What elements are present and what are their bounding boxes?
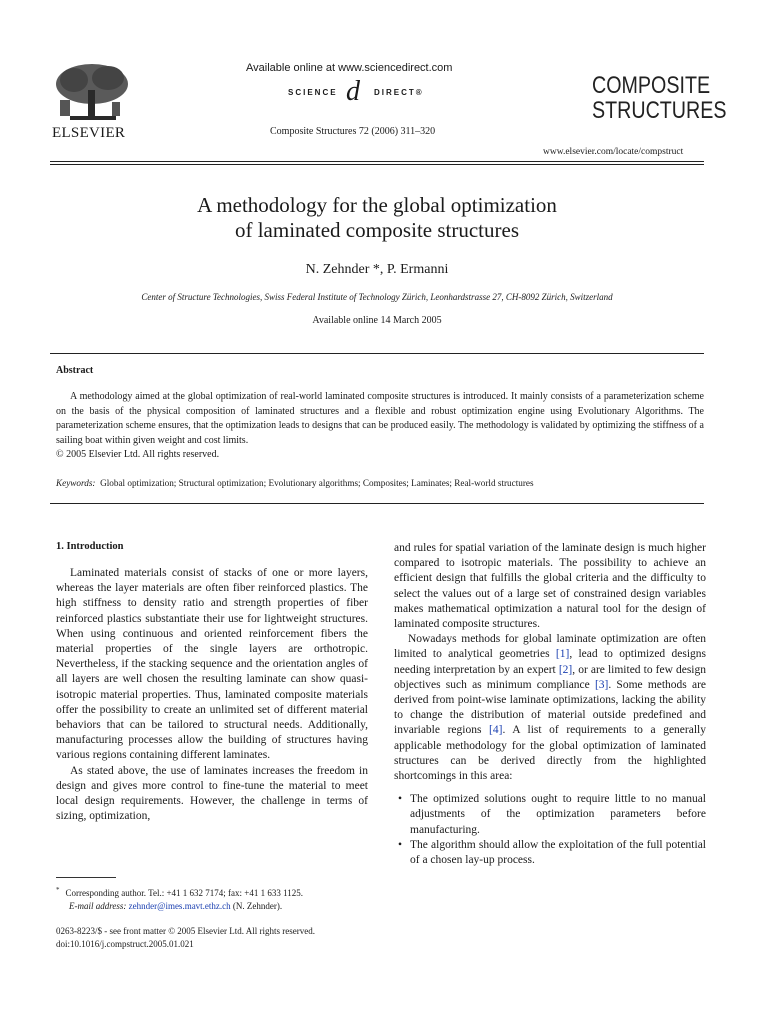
right-p2-text-c: , or are limited to few design objectives such as minimum compliance	[394, 663, 706, 691]
sciencedirect-logo[interactable]	[288, 78, 448, 108]
publisher-name: ELSEVIER	[52, 125, 126, 141]
header-rule-bottom	[50, 164, 704, 165]
keywords-list: Global optimization; Structural optimization; Evolutionary algorithms; Composites; Laminates; Real-world structures	[100, 478, 534, 488]
requirement-item-1: • The optimized solutions ought to require little to no manual adjustments of the optimization parameters before manufacturing.	[394, 792, 706, 838]
abstract-heading: Abstract	[56, 365, 94, 376]
sd-direct-text: DIRECT®	[374, 88, 424, 97]
available-date: Available online 14 March 2005	[312, 315, 442, 326]
intro-paragraph-2: As stated above, the use of laminates increases the freedom in design and gives more control to fine-tune the material to meet local design requirements. However, the challenge in terms of sizing, optimization,	[56, 764, 368, 823]
right-p2-text-d: . Some methods are derived from point-wise laminate optimizations, lacking the ability to change the distribution of material outside predefined and invariable regions	[394, 678, 707, 737]
footnote-rule	[56, 877, 116, 878]
journal-title	[592, 73, 726, 123]
section-heading: 1. Introduction	[56, 541, 124, 552]
journal-reference: Composite Structures 72 (2006) 311–320	[270, 126, 436, 137]
keywords-label: Keywords:	[56, 478, 96, 488]
requirement-item-2: • The algorithm should allow the exploitation of the full potential of a chosen lay-up process.	[394, 838, 706, 868]
footnote-line-1	[56, 884, 376, 900]
journal-title-line2: STRUCTURES	[592, 97, 727, 124]
front-matter	[56, 925, 315, 951]
paper-title-line1: A methodology for the global optimization	[197, 193, 557, 217]
right-p2-text-b: , lead to optimized designs needing interpretation by an expert	[394, 648, 706, 676]
requirements-list	[394, 792, 706, 868]
paper-title	[50, 193, 704, 243]
email-label: E-mail address:	[69, 901, 127, 911]
intro-paragraph-1: Laminated materials consist of stacks of one or more layers, whereas the layer materials are often fiber reinforced plastics. The high stiffness to density ratio and strength properties of fiber reinforced plastics substantiate their use for lightweight structures. When using continuous and oriented reinforcement fibers the material properties of the single layers are orthotropic. Nevertheless, if the stacking sequence and the orientation angles of all layers are well chosen the resulting laminate can show quasi-isotropic material properties. Thus, laminated composite materials offer the possibility to create an unlimited set of different material behaviors that can be tailored to structural needs. Additionally, manufacturing processes allow the building of structures having various regions containing different laminates.	[56, 567, 368, 762]
citation-link-3[interactable]: [3]	[594, 678, 609, 691]
abstract-rule-bottom	[50, 503, 704, 504]
abstract-copyright: © 2005 Elsevier Ltd. All rights reserved.	[56, 449, 220, 461]
available-online-text[interactable]: Available online at www.sciencedirect.com	[246, 62, 453, 74]
right-p2-text-a: Nowadays methods for global laminate optimization are often limited to analytical geometries	[394, 633, 706, 661]
header-rule-top	[50, 161, 704, 162]
footnote-contact: Corresponding author. Tel.: +41 1 632 7174; fax: +41 1 633 1125.	[65, 888, 304, 898]
footnote-mark: *	[56, 886, 60, 894]
abstract-rule-top	[50, 353, 704, 354]
footnote-line-2	[56, 900, 376, 913]
affiliation: Center of Structure Technologies, Swiss Federal Institute of Technology Zürich, Leonhardstrasse 27, CH-8092 Zürich, Switzerland	[141, 292, 613, 302]
journal-title-line1: COMPOSITE	[592, 72, 711, 99]
citation-link-2[interactable]: [2]	[558, 663, 573, 676]
right-paragraph-1: and rules for spatial variation of the laminate design is much higher compared to isotropic materials. The possibility to achieve an efficient design that fulfills the global criteria and the difficulty to select the values out of a large set of constrained design variables makes mathematical optimization a natural tool for the design of laminated composite structures.	[394, 542, 706, 631]
footnote	[56, 884, 376, 913]
citation-link-1[interactable]: [1]	[555, 648, 570, 661]
right-p2-text-e: . A list of requirements to a generally applicable methodology for the global optimization of laminated structures can be derived directly from the highlighted shortcomings in this area:	[394, 724, 706, 783]
sd-science-text: SCIENCE	[288, 88, 338, 97]
issn-line: 0263-8223/$ - see front matter © 2005 Elsevier Ltd. All rights reserved.	[56, 926, 316, 936]
citation-link-4[interactable]: [4]	[489, 724, 503, 737]
journal-url-link[interactable]: www.elsevier.com/locate/compstruct	[543, 147, 684, 157]
authors: N. Zehnder *, P. Ermanni	[305, 262, 449, 277]
keywords	[56, 478, 704, 488]
paper-title-line2: of laminated composite structures	[234, 218, 519, 242]
right-column	[394, 541, 706, 868]
right-paragraph-2	[394, 632, 706, 784]
doi-line[interactable]: doi:10.1016/j.compstruct.2005.01.021	[56, 939, 194, 949]
left-column	[56, 566, 368, 824]
abstract-body	[56, 390, 704, 463]
email-suffix: (N. Zehnder).	[230, 901, 283, 911]
sd-at-icon: d	[346, 76, 360, 107]
email-link[interactable]: zehnder@imes.mavt.ethz.ch	[128, 901, 231, 911]
abstract-text: A methodology aimed at the global optimization of real-world laminated composite structures is introduced. It mainly consists of a parameterization scheme on the basis of the physical composition of laminated structures and a flexible and robust optimization engine using Evolutionary Algorithms. The parameterization scheme ensures, that the optimization leads to designs that can be produced easily. The methodology is validated by optimizing the stiffness of a sailing boat within given weight and cost limits.	[56, 391, 704, 446]
